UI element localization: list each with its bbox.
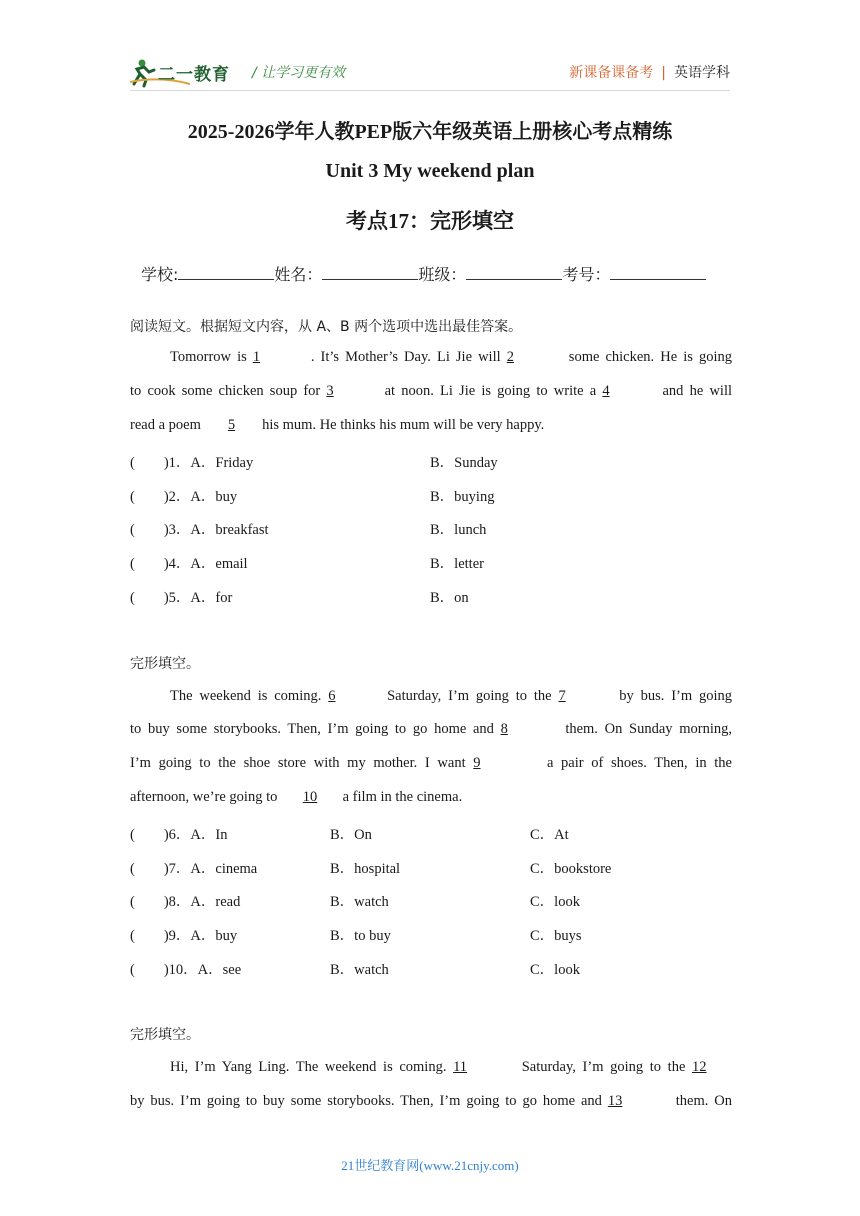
section1-paragraph-line [130, 417, 732, 434]
header-subject-label: 英语学科 [674, 65, 730, 81]
class-label: 班级： [418, 265, 467, 284]
option-b: B．Sunday [430, 455, 498, 471]
blank-8: 8 [500, 721, 508, 737]
header-subject [569, 62, 730, 82]
blank-1: 1 [252, 349, 261, 365]
option-b: B．letter [430, 556, 484, 572]
section1-paragraph-line [130, 383, 732, 400]
page-footer[interactable]: 21世纪教育网(www.21cnjy.com) [341, 1158, 519, 1173]
text-segment: Saturday, I’m going to the [521, 1059, 693, 1075]
doc-title: 2025-2026学年人教PEP版六年级英语上册核心考点精练 [187, 121, 673, 143]
option-b: B．watch [330, 962, 389, 978]
topic-title: 考点17：完形填空 [346, 209, 514, 233]
text-segment: Saturday, I’m going to the [387, 688, 559, 704]
text-segment: some chicken. He is going [568, 349, 732, 365]
option-b: B．watch [330, 894, 389, 910]
section3-paragraph-line [130, 1059, 732, 1076]
option-b: B．lunch [430, 522, 487, 538]
text-segment: his mum. He thinks his mum will be very happy. [262, 417, 545, 433]
text-segment: a pair of shoes. Then, in the [546, 755, 732, 771]
logo-text: 二一教育 [158, 65, 230, 85]
section3-instruction: 完形填空。 [130, 1027, 200, 1043]
text-segment: a film in the cinema. [342, 789, 463, 805]
school-label: 学校: [141, 265, 179, 284]
blank-12: 12 [692, 1059, 707, 1075]
text-segment: them. On Sunday morning, [565, 721, 733, 737]
school-blank[interactable] [178, 265, 274, 280]
question-7: ( )7．A．cinema [130, 861, 258, 877]
question-10: ( )10．A．see [130, 962, 242, 978]
option-c: C．buys [530, 928, 582, 944]
option-c: C．look [530, 962, 580, 978]
page-header [130, 54, 730, 94]
option-b: B．buying [430, 489, 495, 505]
blank-6: 6 [328, 688, 336, 704]
text-segment: them. On [675, 1093, 733, 1109]
text-segment: by bus. I’m going to buy some storybooks. Then, I’m going to go home and [130, 1093, 608, 1109]
number-label: 考号： [562, 265, 611, 284]
blank-5: 5 [227, 417, 236, 433]
name-label: 姓名： [274, 265, 323, 284]
header-tag: 新课备课备考 [569, 65, 654, 81]
question-5: ( )5．A．for [130, 590, 233, 606]
question-8: ( )8．A．read [130, 894, 241, 910]
option-c: C．bookstore [530, 861, 612, 877]
section2-paragraph-line [130, 688, 732, 705]
question-4: ( )4．A．email [130, 556, 248, 572]
text-segment: Tomorrow is [170, 349, 253, 365]
section2-instruction: 完形填空。 [130, 656, 200, 672]
text-segment: The weekend is coming. [170, 688, 329, 704]
question-2: ( )2．A．buy [130, 489, 238, 505]
option-b: B．On [330, 827, 372, 843]
question-9: ( )9．A．buy [130, 928, 238, 944]
section2-paragraph-line [130, 721, 732, 738]
option-b: B．hospital [330, 861, 401, 877]
text-segment: at noon. Li Jie is going to write a [384, 383, 603, 399]
text-segment: by bus. I’m going [619, 688, 733, 704]
text-segment: afternoon, we’re going to [130, 789, 281, 805]
slogan: / 让学习更有效 [252, 65, 346, 81]
header-divider [130, 90, 730, 91]
text-segment: to cook some chicken soup for [130, 383, 327, 399]
blank-4: 4 [602, 383, 610, 399]
section3-paragraph-line [130, 1093, 732, 1110]
text-segment: . It’s Mother’s Day. Li Jie will [310, 349, 507, 365]
name-blank[interactable] [322, 265, 418, 280]
blank-13: 13 [607, 1093, 623, 1109]
blank-2: 2 [506, 349, 514, 365]
question-3: ( )3．A．breakfast [130, 522, 269, 538]
text-segment: read a poem [130, 417, 205, 433]
text-segment: Hi, I’m Yang Ling. The weekend is coming. [170, 1059, 454, 1075]
option-b: B．to buy [330, 928, 391, 944]
section2-paragraph-line [130, 755, 732, 772]
text-segment: I’m going to the shoe store with my mother. I want [130, 755, 474, 771]
header-separator: | [661, 65, 666, 81]
option-b: B．on [430, 590, 469, 606]
blank-3: 3 [326, 383, 334, 399]
question-1: ( )1．A．Friday [130, 455, 254, 471]
text-segment: to buy some storybooks. Then, I’m going to go home and [130, 721, 501, 737]
question-6: ( )6．A．In [130, 827, 228, 843]
option-c: C．At [530, 827, 569, 843]
blank-11: 11 [453, 1059, 468, 1075]
number-blank[interactable] [610, 265, 706, 280]
section1-paragraph-line [130, 349, 732, 366]
section2-paragraph-line [130, 789, 732, 806]
class-blank[interactable] [466, 265, 562, 280]
blank-7: 7 [558, 688, 566, 704]
option-c: C．look [530, 894, 580, 910]
blank-9: 9 [473, 755, 481, 771]
student-info [141, 262, 706, 285]
unit-title: Unit 3 My weekend plan [325, 160, 535, 182]
text-segment: and he will [662, 383, 732, 399]
blank-10: 10 [302, 789, 318, 805]
section1-instruction: 阅读短文。根据短文内容，从 A、B 两个选项中选出最佳答案。 [130, 319, 523, 335]
